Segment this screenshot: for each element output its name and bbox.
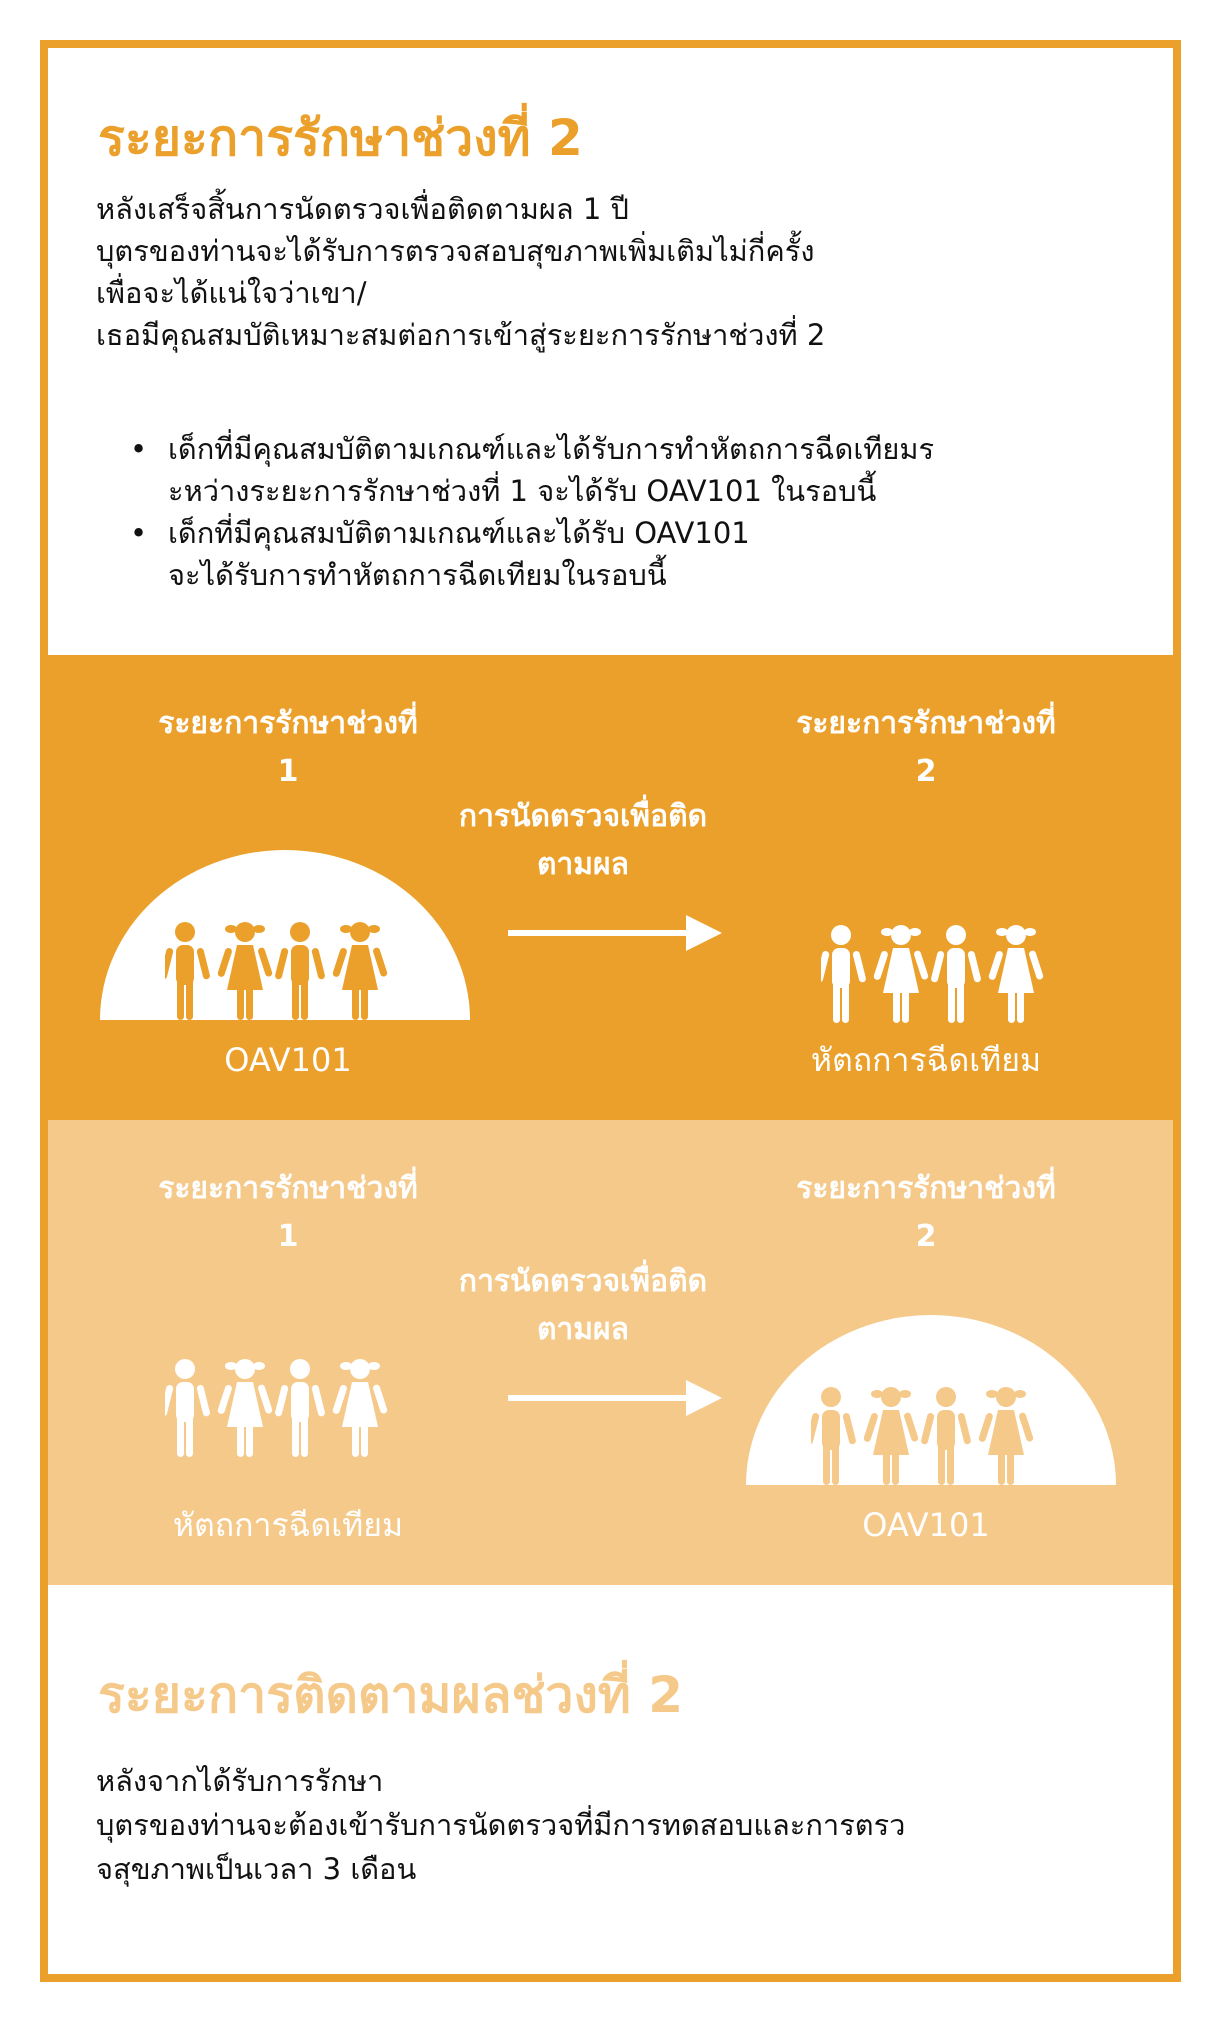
arrow-right-icon [508,1378,728,1418]
children-group-icon [165,915,405,1025]
phase-2-label [716,700,1136,796]
label-line: การนัดตรวจเพื่อติด [458,1264,708,1299]
bullet-line: ะหว่างระยะการรักษาช่วงที่ 1 จะได้รับ OAV101 ในรอบนี้ [168,474,877,508]
paragraph-line: บุตรของท่านจะได้รับการตรวจสอบสุขภาพเพิ่มเติมไม่กี่ครั้ง [96,234,815,268]
label-line: ระยะการรักษาช่วงที่ [796,1171,1056,1206]
phase-1-label [78,1165,498,1261]
phase-1-label [78,700,498,796]
paragraph-line: บุตรของท่านจะต้องเข้ารับการนัดตรวจที่มีการทดสอบและการตรว [96,1808,906,1842]
treatment-caption: OAV101 [224,1041,352,1079]
follow-up-paragraph [96,1759,1136,1891]
children-group-icon [811,1380,1051,1490]
phase-2-label [716,1165,1136,1261]
label-line: 2 [915,754,937,789]
paragraph-line: หลังเสร็จสิ้นการนัดตรวจเพื่อติดตามผล 1 ปี [96,192,629,226]
follow-up-visit-label [428,1258,738,1354]
intro-paragraph [96,188,1126,356]
bullet-line: • เด็กที่มีคุณสมบัติตามเกณฑ์และได้รับ OAV101 [168,516,750,550]
bullet-line: • เด็กที่มีคุณสมบัติตามเกณฑ์และได้รับการทำหัตถการฉีดเทียมร [168,432,935,466]
label-line: การนัดตรวจเพื่อติด [458,799,708,834]
treatment-caption: หัตถการฉีดเทียม [810,1041,1042,1079]
children-group-icon [821,918,1061,1028]
paragraph-line: หลังจากได้รับการรักษา [96,1764,384,1798]
label-line: ระยะการรักษาช่วงที่ [158,706,418,741]
label-line: ระยะการรักษาช่วงที่ [796,706,1056,741]
bullet-item [130,512,1140,596]
label-line: 2 [915,1219,937,1254]
label-line: 1 [277,1219,299,1254]
section-title: ระยะการรักษาช่วงที่ 2 [98,109,583,167]
treatment-caption: หัตถการฉีดเทียม [172,1506,404,1544]
children-group-icon [165,1352,405,1462]
label-line: ตามผล [536,1312,630,1347]
arrow-right-icon [508,913,728,953]
pathway-panel-oav101-first [48,655,1173,1120]
paragraph-line: จสุขภาพเป็นเวลา 3 เดือน [96,1852,417,1886]
section-title: ระยะการติดตามผลช่วงที่ 2 [98,1666,684,1724]
bullet-line: จะได้รับการทำหัตถการฉีดเทียมในรอบนี้ [168,558,667,592]
bullet-item [130,428,1140,512]
follow-up-visit-label [428,793,738,889]
treatment-phase-2-intro [48,48,1173,655]
label-line: ระยะการรักษาช่วงที่ [158,1171,418,1206]
bullet-list [130,428,1140,596]
paragraph-line: เพื่อจะได้แน่ใจว่าเขา/ [96,276,367,310]
pathway-panel-injection-first [48,1120,1173,1585]
infographic-frame [40,40,1181,1982]
treatment-caption: OAV101 [862,1506,990,1544]
label-line: 1 [277,754,299,789]
follow-up-phase-2 [48,1585,1173,1982]
paragraph-line: เธอมีคุณสมบัติเหมาะสมต่อการเข้าสู่ระยะการรักษาช่วงที่ 2 [96,318,826,352]
label-line: ตามผล [536,847,630,882]
